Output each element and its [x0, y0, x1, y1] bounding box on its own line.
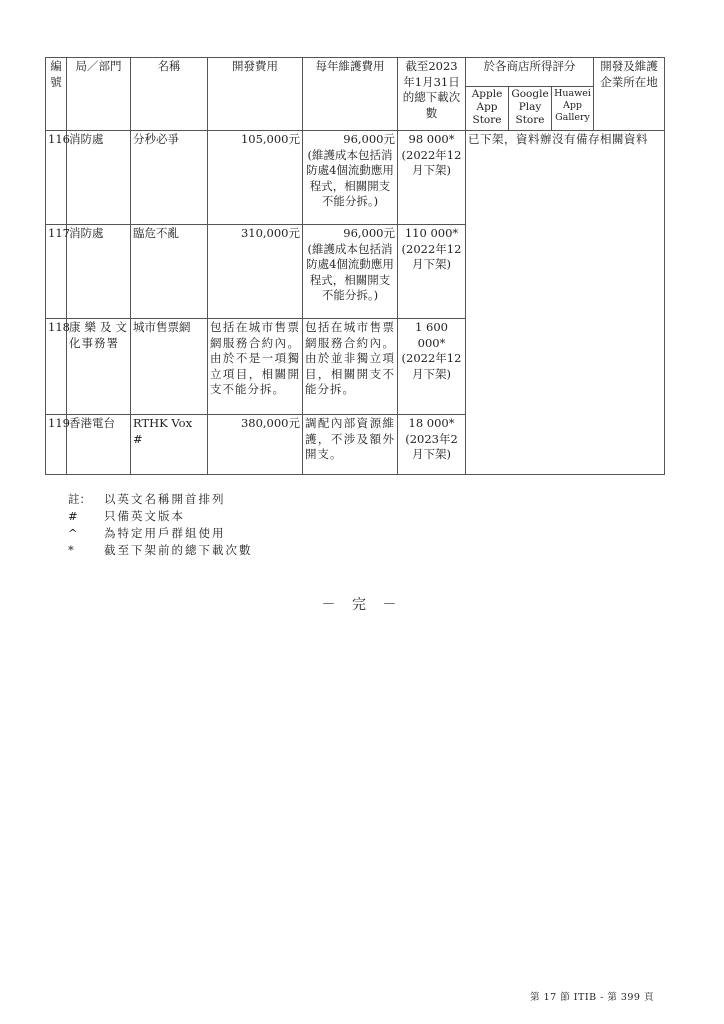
footnote-item — [68, 491, 253, 508]
maint-amount: 96,000元 — [343, 226, 395, 240]
row-maint-cost: 調配內部資源維護，不涉及額外開支。 — [303, 415, 398, 475]
table-row — [46, 131, 665, 225]
footnote-text: 以英文名稱開首排列 — [104, 492, 226, 506]
header-huawei-store: Huawei App Gallery — [552, 87, 594, 131]
row-dept: 香港電台 — [67, 415, 131, 475]
row-dev-cost: 310,000元 — [208, 225, 303, 319]
header-ratings-group: 於各商店所得評分 — [466, 58, 594, 87]
row-maint-cost: 包括在城市售票網服務合約內。由於並非獨立項目，相關開支不能分拆。 — [303, 319, 398, 415]
footnotes — [68, 491, 253, 559]
header-no: 編號 — [46, 58, 67, 131]
downloads-count: 98 000* — [408, 132, 455, 146]
row-app-name: 臨危不亂 — [131, 225, 208, 319]
page-footer: 第 17 節 ITIB - 第 399 頁 — [530, 992, 654, 1003]
row-downloads — [398, 225, 466, 319]
row-downloads — [398, 319, 466, 415]
footnote-text: 只備英文版本 — [104, 509, 185, 523]
row-downloads — [398, 131, 466, 225]
row-maint-cost — [303, 131, 398, 225]
row-maint-cost — [303, 225, 398, 319]
downloads-count: 1 600 000* — [415, 320, 448, 350]
header-dev-cost: 開發費用 — [208, 58, 303, 131]
footnote-item — [68, 508, 253, 525]
row-dev-cost: 105,000元 — [208, 131, 303, 225]
header-google-store: Google Play Store — [509, 87, 552, 131]
row-app-name: 城市售票網 — [131, 319, 208, 415]
footnote-text: 為特定用戶群組使用 — [104, 526, 226, 540]
downloads-note: (2022年12月下架) — [401, 241, 462, 271]
row-dept: 消防處 — [67, 225, 131, 319]
maint-note: (維護成本包括消防處4個流動應用程式，相關開支不能分拆。) — [306, 241, 394, 302]
downloads-note: (2022年12月下架) — [401, 351, 462, 381]
header-row — [46, 58, 665, 87]
header-maint-cost: 每年維護費用 — [303, 58, 398, 131]
row-app-name: RTHK Vox # — [131, 415, 208, 475]
row-app-name: 分秒必爭 — [131, 131, 208, 225]
end-mark: － 完 － — [321, 597, 403, 613]
header-location: 開發及維護企業所在地 — [594, 58, 665, 131]
footnote-item — [68, 525, 253, 542]
footnote-symbol: * — [68, 543, 74, 557]
footnote-symbol: ^ — [68, 526, 78, 540]
downloads-count: 18 000* — [408, 416, 455, 430]
row-no: 119 — [46, 415, 67, 475]
header-downloads: 截至2023年1月31日的總下載次數 — [398, 58, 466, 131]
header-apple-store: Apple App Store — [466, 87, 509, 131]
row-downloads — [398, 415, 466, 475]
row-dept: 康樂及文化事務署 — [67, 319, 131, 415]
row-dept: 消防處 — [67, 131, 131, 225]
downloads-count: 110 000* — [404, 226, 459, 240]
maint-amount: 96,000元 — [343, 132, 395, 146]
apps-table — [45, 57, 665, 475]
footnote-item — [68, 542, 253, 559]
footnote-symbol: # — [68, 509, 78, 523]
row-no: 118 — [46, 319, 67, 415]
downloads-note: (2022年12月下架) — [401, 147, 462, 177]
footnote-text: 截至下架前的總下載次數 — [104, 543, 253, 557]
rating-note: 已下架，資料辦沒有備存相關資料 — [466, 131, 665, 475]
header-dept: 局／部門 — [67, 58, 131, 131]
header-name: 名稱 — [131, 58, 208, 131]
row-dev-cost: 380,000元 — [208, 415, 303, 475]
downloads-note: (2023年2月下架) — [405, 431, 458, 461]
maint-note: (維護成本包括消防處4個流動應用程式，相關開支不能分拆。) — [306, 147, 394, 208]
row-no: 117 — [46, 225, 67, 319]
footnote-symbol: 註： — [68, 492, 91, 506]
row-dev-cost: 包括在城市售票網服務合約內。由於不是一項獨立項目，相關開支不能分拆。 — [208, 319, 303, 415]
row-no: 116 — [46, 131, 67, 225]
